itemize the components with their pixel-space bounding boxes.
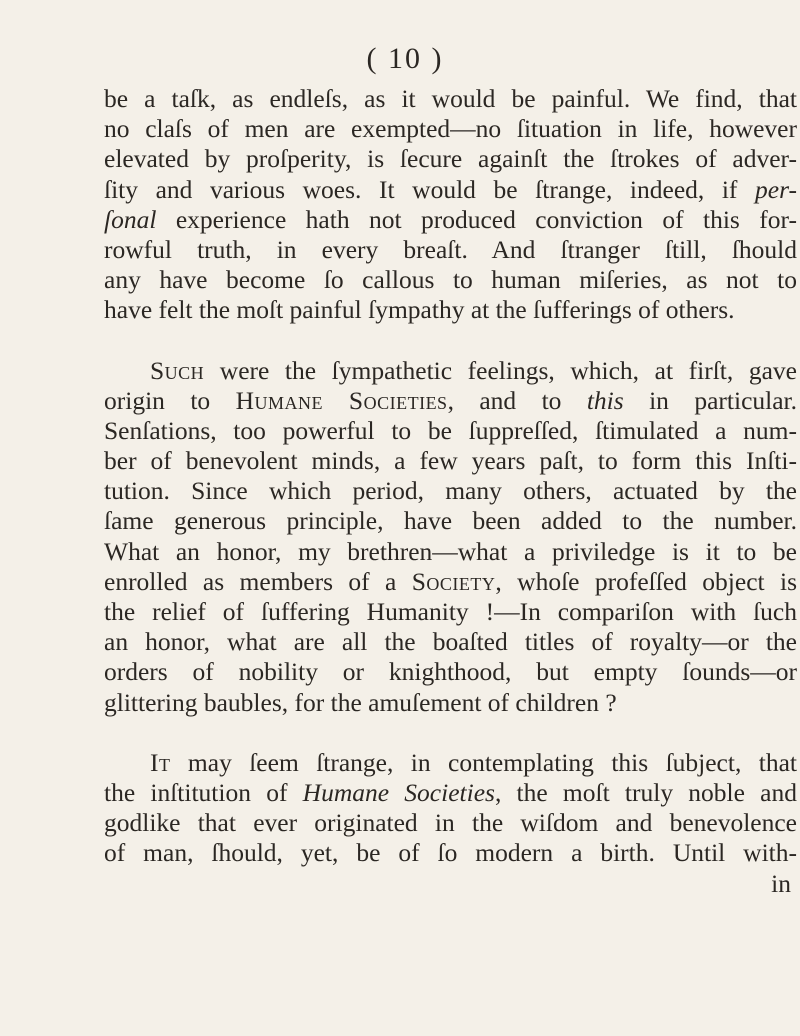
- text-line: ſity and various woes. It would be ſtrange, indeed, if per-: [104, 174, 797, 204]
- text-line: glittering baubles, for the amuſement of children ?: [104, 687, 617, 717]
- body-text: [104, 84, 797, 899]
- text-line: ber of benevolent minds, a few years paſt, to form this Inſti-: [104, 446, 797, 476]
- page-number: ( 10 ): [366, 42, 444, 75]
- text-line: tution. Since which period, many others, actuated by the: [104, 476, 797, 506]
- text-line: any have become ſo callous to human miſeries, as not to: [104, 265, 797, 295]
- text-line: origin to Humane Societies, and to this in particular.: [104, 385, 798, 415]
- text-line: of man, ſhould, yet, be of ſo modern a birth. Until with-: [104, 838, 797, 868]
- text-line: the inſtitution of Humane Societies, the moſt truly noble and: [104, 777, 797, 807]
- text-line: Such were the ſympathetic feelings, which, at firſt, gave: [150, 355, 797, 385]
- text-line: the relief of ſuffering Humanity !—In compariſon with ſuch: [104, 597, 797, 626]
- text-line: no claſs of men are exempted—no ſituation in life, however: [104, 114, 797, 144]
- paragraph-2: [104, 356, 797, 718]
- text-line: rowful truth, in every breaſt. And ſtranger ſtill, ſhould: [104, 234, 797, 264]
- paragraph-gap: [104, 718, 797, 748]
- text-line: be a taſk, as endleſs, as it would be painful. We find, that: [104, 84, 797, 113]
- text-line: elevated by proſperity, is ſecure againſt the ſtrokes of adver-: [104, 144, 797, 174]
- text-line: an honor, what are all the boaſted titles of royalty—or the: [104, 627, 797, 657]
- text-line: enrolled as members of a Society, whoſe profeſſed object is: [104, 566, 798, 596]
- catchword: in: [771, 868, 791, 898]
- text-line: What an honor, my brethren—what a priviledge is it to be: [104, 536, 797, 566]
- text-line: ſame generous principle, have been added to the number.: [104, 506, 797, 536]
- text-line: orders of nobility or knighthood, but empty ſounds—or: [104, 657, 797, 687]
- text-line: It may ſeem ſtrange, in contemplating this ſubject, that: [150, 747, 797, 777]
- paragraph-3: [104, 748, 797, 869]
- paragraph-1: [104, 84, 797, 326]
- text-line: Senſations, too powerful to be ſuppreſſed, ſtimulated a num-: [104, 415, 797, 445]
- text-line: have felt the moſt painful ſympathy at the ſufferings of others.: [104, 295, 735, 325]
- text-line: godlike that ever originated in the wiſdom and benevolence: [104, 808, 797, 838]
- paragraphs: [104, 84, 797, 869]
- text-line: ſonal experience hath not produced conviction of this for-: [104, 204, 797, 234]
- paragraph-gap: [104, 326, 797, 356]
